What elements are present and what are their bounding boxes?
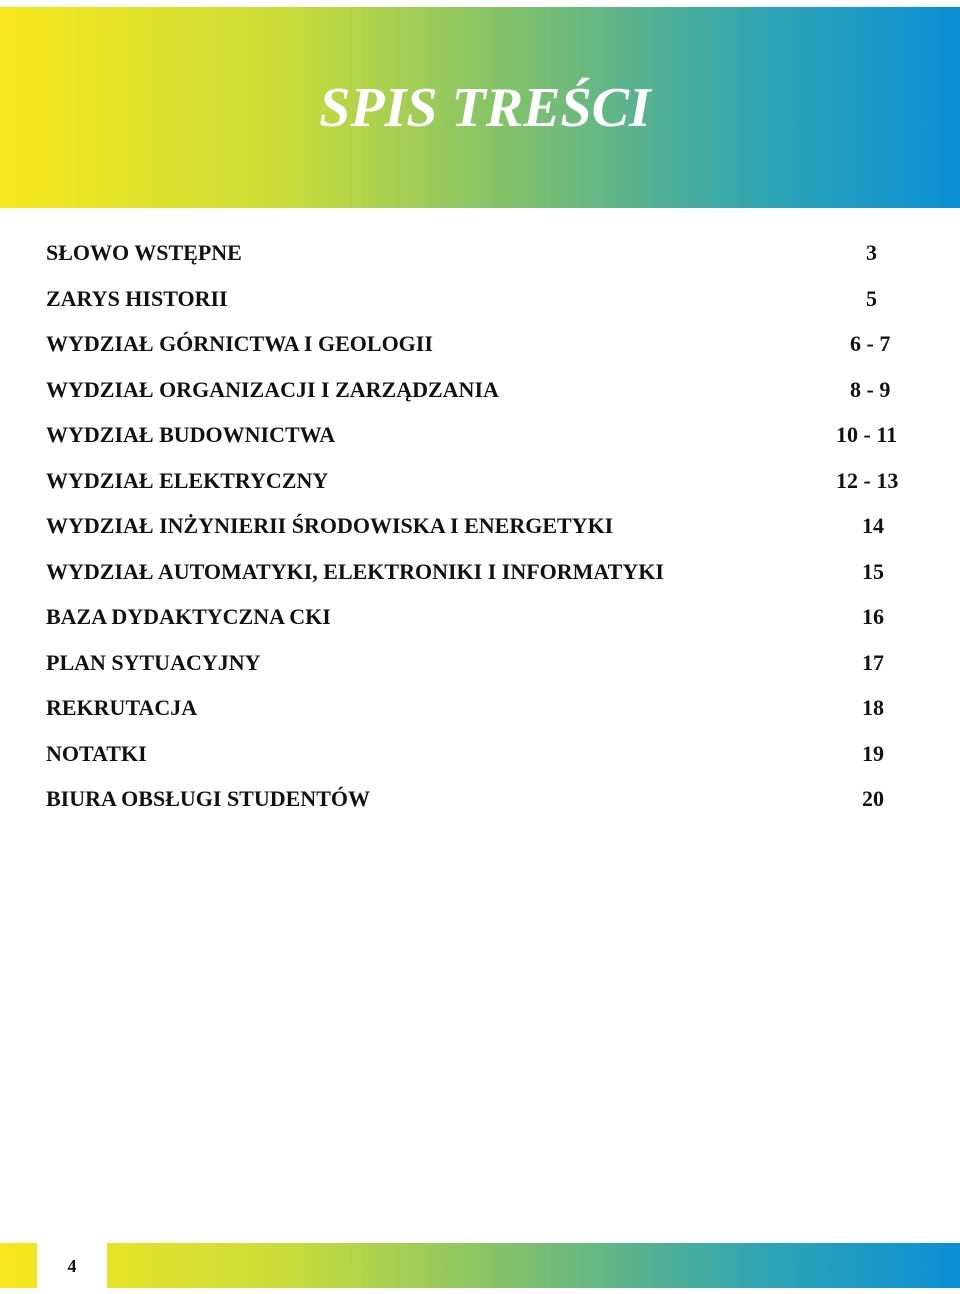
toc-entry [46,643,926,689]
toc-entry-label: WYDZIAŁ INŻYNIERII ŚRODOWISKA I ENERGETYKI [46,513,614,538]
toc-entry [46,734,926,780]
toc-entry-label: WYDZIAŁ GÓRNICTWA I GEOLOGII [46,331,433,356]
toc-entry [46,324,926,370]
page-number-box [37,1243,107,1288]
toc-entry-page: 20 [862,786,884,811]
toc-entry-label: REKRUTACJA [46,695,198,720]
toc-entry-page: 18 [862,695,884,720]
toc-entry-page: 12 - 13 [836,467,899,493]
toc-entry [46,370,926,416]
toc-entry-label: WYDZIAŁ AUTOMATYKI, ELEKTRONIKI I INFORMATYKI [46,558,664,584]
footer-bar [0,1243,960,1288]
toc-entry-page: 16 [862,604,884,629]
toc-entry-label: PLAN SYTUACYJNY [46,649,261,675]
toc-entry [46,279,926,325]
page-number: 4 [67,1256,77,1276]
toc-entry-page: 15 [862,558,884,584]
toc-entry [46,688,926,734]
toc-entry [46,233,926,279]
toc-entry [46,461,926,507]
toc-entry [46,597,926,643]
toc-entry [46,779,926,825]
toc-entry-label: BIURA OBSŁUGI STUDENTÓW [46,786,370,811]
toc-entry-page: 8 - 9 [850,376,891,402]
toc-entry-page: 10 - 11 [836,422,898,447]
toc-entry [46,552,926,598]
toc-entry-label: WYDZIAŁ BUDOWNICTWA [46,422,336,447]
toc-entry-page: 14 [862,513,884,538]
table-of-contents [46,233,926,825]
toc-entry-page: 6 - 7 [850,331,891,356]
toc-entry [46,506,926,552]
toc-entry [46,415,926,461]
toc-entry-label: WYDZIAŁ ORGANIZACJI I ZARZĄDZANIA [46,376,499,402]
toc-entry-page: 17 [862,649,884,675]
toc-entry-label: BAZA DYDAKTYCZNA CKI [46,604,331,629]
toc-entry-label: WYDZIAŁ ELEKTRYCZNY [46,467,329,493]
toc-entry-page: 5 [866,285,877,311]
page-title: SPIS TREŚCI [319,77,651,139]
toc-entry-page: 19 [862,740,884,766]
toc-entry-page: 3 [866,240,877,265]
toc-entry-label: ZARYS HISTORII [46,285,228,311]
toc-entry-label: SŁOWO WSTĘPNE [46,240,242,265]
toc-entry-label: NOTATKI [46,740,147,766]
